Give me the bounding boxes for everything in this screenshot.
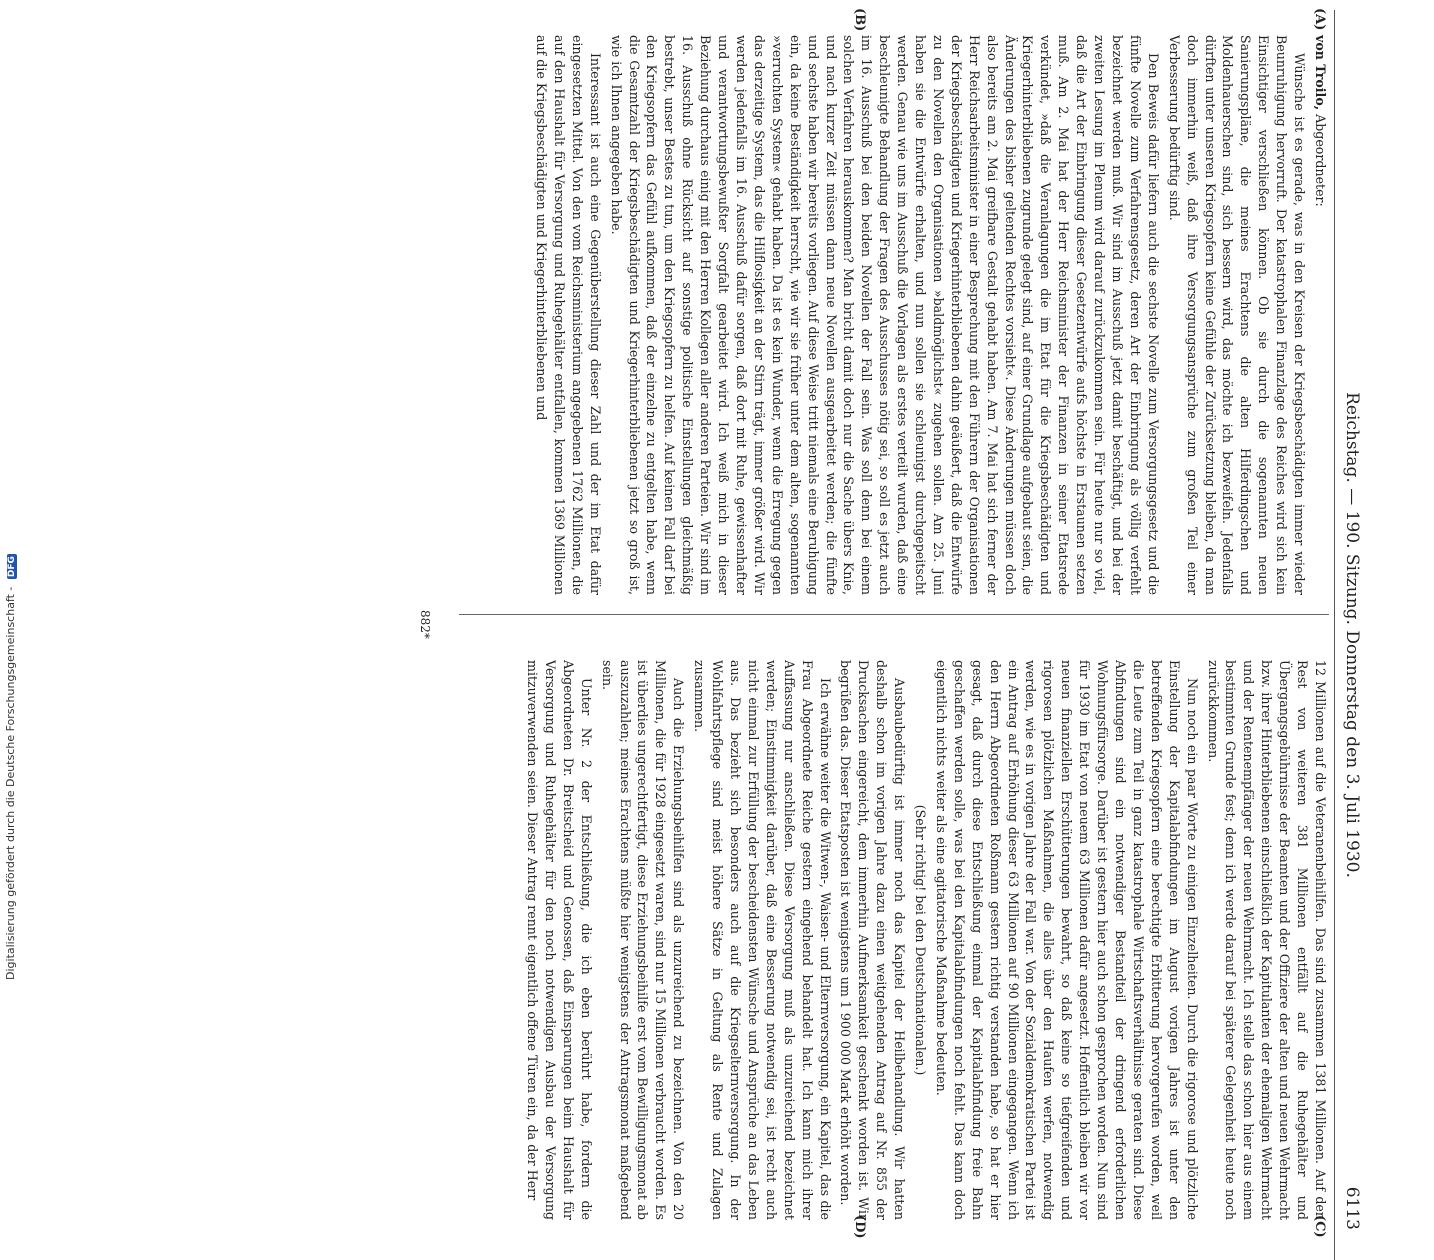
right-paragraph: Ich erwähne weiter die Witwen-, Waisen- und Elternversorgung, ein Kapitel, das die Frau Abgeordnete Reiche gestern eingehend behandelt hat. Ich kann mich ihrer Auffassung nur anschließen. Diese Versorgung muß als unzureichend bezeichnet werden; Einstimmigkeit darüber, daß eine Besserung notwendig sei, ist recht auch nicht einmal zur Erfüllung der bescheidensten Wünsche und Ansprüche an das Leben aus. Das bezieht sich besonders auch auf die Kriegselternversorgung. In der Wohlfahrtspflege sind meist höhere Sätze in Geltung als Rente und Zulagen zusammen. (692, 660, 833, 1220)
speaker-line (1311, 35, 1329, 595)
interjection: (Sehr richtig! bei den Deutschnationalen.) (913, 804, 929, 1076)
page-folio: 882* (418, 610, 432, 639)
page-header (1337, 10, 1367, 1260)
page-number: 6113 (1342, 1186, 1362, 1230)
column-separator (459, 614, 1329, 615)
right-paragraph: Nun noch ein paar Worte zu einigen Einzelheiten. Durch die rigorose und plötzliche Einstellung der Kapitalabfindungen im August vorigen Jahres ist unter den betreffenden Kriegsopfern eine berechtigte Erbitterung hervorgerufen worden, weil die Leute zum Teil in ganz katastrophale Wirtschaftsverhältnisse geraten sind. Diese Abfindungen sind ein notwendiger Bestandteil der dringend erforderlichen Wohnungsfürsorge. Darüber ist gestern hier auch schon gesprochen worden. Nun sind für 1930 im Etat von neuem 63 Millionen dafür angesetzt. Hoffentlich bleiben wir vor neuen finanziellen Erschütterungen bewahrt, so daß keine so tiefgreifenden und rigorosen plötzlichen Maßnahmen, die alles über den Haufen werfen, notwendig werden, wie es in vorigen Jahre der Fall war. Von der Sozialdemokratischen Partei ist ein Antrag auf Erhöhung dieser 63 Millionen auf 90 Millionen eingegangen. Wenn ich den Herrn Abgeordneten Roßmann gestern richtig verstanden habe, so hat er hier gesagt, daß durch diese Entschließung einmal der Kapitalabfindung freie Bahn geschaffen werden solle, was bei den Kapitalabfindungen noch fehlt. Das kann doch eigentlich nichts weiter als eine agitatorische Maßnahme bedeuten. (933, 660, 1200, 1220)
funding-notice-text: Digitalisierung gefördert durch die Deutsche Forschungsgemeinschaft - (4, 586, 17, 980)
margin-marker-c: (C) (1312, 1215, 1327, 1238)
margin-marker-d: (D) (852, 1215, 867, 1239)
left-column (429, 35, 1329, 595)
margin-marker-a: (A) (1312, 8, 1327, 31)
funding-notice (4, 380, 20, 980)
rotated-document (117, 8, 1367, 1239)
left-paragraph: Wünsche ist es gerade, was in den Kreisen der Kriegsbeschädigten immer wieder Beunruhigung hervorruft. Der katastrophalen Finanzlage des Reiches wird sich kein Einsichtiger verschließen können. Ob sie durch die sogenannten neuen Sanierungspläne, die meines Erachtens die alten Hilferdingschen und Moldenhauerschen sind, sich bessern wird, das möchte ich bezweifeln. Jedenfalls dürften unter unseren Kriegsopfern keine Gefühle der Zurücksetzung bleiben, da man doch immerhin weiß, daß ihre Versorgungsansprüche zum großen Teil einer Verbesserung bedürftig sind. (1166, 35, 1308, 595)
right-paragraph: 12 Millionen auf die Veteranenbeihilfen. Das sind zusammen 1381 Millionen. Auf den Rest von weiteren 381 Millionen entfällt auf die Ruhegehälter und Übergangsgebührnisse der Beamten und der Offiziere der alten und neuen Wehrmacht bzw. ihrer Hinterbliebenen einschließlich der Kapitulanten der ehemaligen Wehrmacht und der Rentenempfänger der neuen Wehrmacht. Ich stelle das schon hier aus einem bestimmten Grunde fest; denn ich werde darauf bei späterer Gelegenheit heute noch zurückkommen. (1205, 660, 1328, 1220)
speaker-name: von Troilo, (1313, 35, 1328, 111)
digitization-sidebar (0, 0, 24, 1000)
left-paragraph: Interessant ist auch eine Gegenüberstellung dieser Zahl und der im Etat dafür eingesetzten Mittel. Von den vom Reichsministerium angegebenen 1762 Millionen, die auf den Haushalt für Versorgung und Ruhegehälter entfallen, kommen 1369 Millionen auf die Kriegsbeschädigten und Kriegerhinterbliebenen und (534, 35, 603, 595)
left-paragraph: Den Beweis dafür liefern auch die sechste Novelle zum Versorgungsgesetz und die fünfte Novelle zum Verfahrensgesetz, deren Art der Einbringung als völlig verfehlt bezeichnet werden muß. Wir sind im Ausschuß jetzt damit beschäftigt, und bei der zweiten Lesung im Plenum wird darauf zurückzukommen sein. Für heute nur so viel, daß die Art der Einbringung dieser Gesetzentwürfe aufs höchste in Erstaunen setzen muß. Am 2. Mai hat der Herr Reichsminister der Finanzen in seiner Etatsrede verkündet, »daß die Veranlagungen die im Etat für die Kriegsbeschädigten und Kriegerhinterbliebenen zugrunde gelegt sind, auf einer Grundlage aufgebaut seien, die Änderungen des bisher geltenden Rechtes vorsieht«. Diese Änderungen müssen doch also bereits am 2. Mai greifbare Gestalt gehabt haben. Am 7. Mai hat sich ferner der Herr Reichsarbeitsminister in einer Besprechung mit den Führern der Organisationen der Kriegsbeschädigten und Kriegerhinterbliebenen dahin geäußert, daß die Entwürfe zu den Novellen den Organisationen »baldmöglichst« zugehen sollen. Am 25. Juni haben sie die Entwürfe erhalten, und nun sollen sie schleunigst durchgepeitscht werden. Genau wie uns im Ausschuß die Vorlagen als erstes verteilt wurden, daß eine beschleunigte Behandlung der Fragen des Ausschusses nötig sei, so soll es jetzt auch im 16. Ausschuß bei den beiden Novellen der Fall sein. Was soll denn bei einem solchen Verfahren herauskommen? Man bricht damit doch nur die Sache übers Knie, und nach kurzer Zeit müssen dann neue Novellen ausgearbeitet werden; die fünfte und sechste haben wir bereits vorliegen. Auf diese Weise tritt niemals eine Beruhigung ein, da keine Beständigkeit herrscht, wie wir sie früher unter dem alten, sogenannten »verruchten System« gehabt haben. Da ist es kein Wunder, wenn die Erregung gegen das derzeitige System, das die Hilflosigkeit an der Stirn trägt, immer größer wird. Wir werden jedenfalls im 16. Ausschuß dafür sorgen, daß dort mit Ruhe, gewissenhafter und verantwortungsbewußter Sorgfalt gearbeitet wird. Ich weiß mich in dieser Beziehung durchaus einig mit den Herren Kollegen aller anderen Parteien. Wir sind im 16. Ausschuß ohne Rücksicht auf sonstige politische Einstellungen gleichmäßig bestrebt, unser Bestes zu tun, um den Kriegsopfern zu helfen. Auf keinen Fall darf bei den Kriegsopfern das Gefühl aufkommen, daß der einzelne zu entgelten habe, wenn die Gesamtzahl der Kriegsbeschädigten und Kriegerhinterbliebenen jetzt so groß ist, wie ich Ihnen angegeben habe. (608, 35, 1161, 595)
page-title: Reichstag. — 190. Sitzung. Donnerstag den 3. Juli 1930. (1342, 392, 1362, 878)
dfg-logo: DFG (7, 556, 17, 578)
right-paragraph: Unter Nr. 2 der Entschließung, die ich eben berührt habe, fordern die Abgeordneten Dr. Breitscheid und Genossen, daß Einsparungen beim Haushalt für Versorgung und Ruhegehälter für den noch notwendigen Ausbau der Versorgung mitzuverwenden seien. Dieser Antrag rennt eigentlich offene Türen ein, da der Herr (525, 660, 594, 1220)
right-column (429, 660, 1329, 1220)
margin-marker-b: (B) (852, 8, 867, 32)
right-paragraph: Auch die Erziehungsbeihilfen sind als unzureichend zu bezeichnen. Von den 20 Millionen, die für 1928 eingesetzt waren, sind nur 15 Millionen verbraucht worden. Es ist überdies ungerechtfertigt, diese Erziehungsbeihilfe erst vom Bewilligungsmonat ab auszuzahlen; meines Erachtens müßte hier wenigstens der Antragsmonat maßgebend sein. (599, 660, 687, 1220)
header-rule (1334, 10, 1335, 1260)
speaker-role: Abgeordneter: (1313, 114, 1328, 207)
right-paragraph: Ausbaubedürftig ist immer noch das Kapitel der Heilbehandlung. Wir hatten deshalb schon im vorigen Jahre dazu einen weitgehenden Antrag auf Nr. 855 der Drucksachen eingereicht, dem immerhin Aufmerksamkeit geschenkt worden ist. Wir begrüßen das. Dieser Etatsposten ist wenigstens um 1 900 000 Mark erhöht worden. (838, 660, 908, 1220)
